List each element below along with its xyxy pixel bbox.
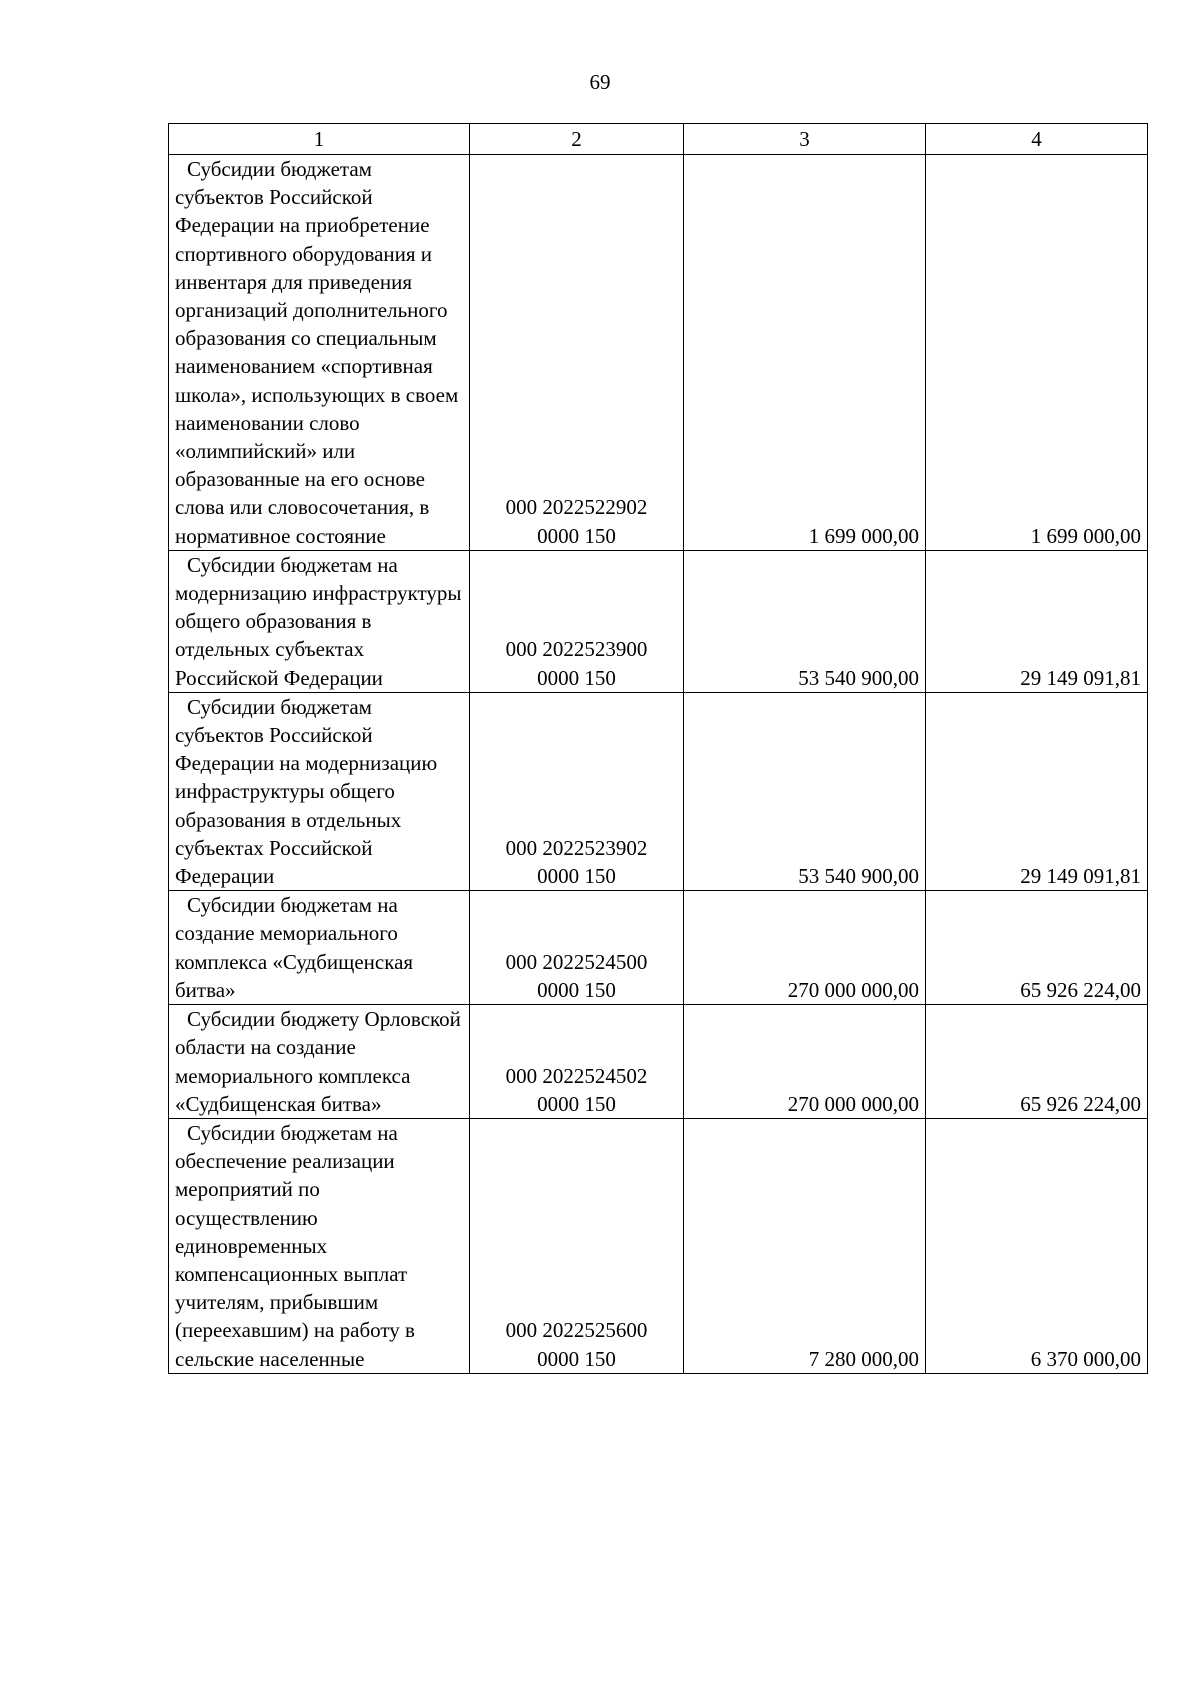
row-code-line1: 000 2022525600 [505, 1318, 648, 1343]
row-code-cell [470, 1118, 684, 1373]
row-plan: 7 280 000,00 [684, 1118, 926, 1373]
row-name: Субсидии бюджету Орловской области на создание мемориального комплекса «Судбищенская битва» [175, 1007, 461, 1116]
row-code-line1: 000 2022523902 [505, 835, 648, 860]
row-plan: 53 540 900,00 [684, 550, 926, 692]
row-code-line1: 000 2022524502 [505, 1063, 648, 1088]
row-name-cell [169, 1118, 470, 1373]
row-name: Субсидии бюджетам на создание мемориального комплекса «Судбищенская битва» [175, 893, 414, 1002]
row-code-line2: 0000 150 [537, 1346, 616, 1371]
row-code-cell [470, 155, 684, 551]
row-name: Субсидии бюджетам на модернизацию инфраструктуры общего образования в отдельных субъектах Российской Федерации [175, 552, 462, 690]
row-code-line1: 000 2022523900 [505, 637, 648, 662]
row-actual: 29 149 091,81 [926, 550, 1148, 692]
table-row [169, 550, 1148, 692]
table-row [169, 692, 1148, 890]
row-name-cell [169, 155, 470, 551]
row-actual: 6 370 000,00 [926, 1118, 1148, 1373]
row-name-cell [169, 891, 470, 1005]
row-code-cell [470, 1005, 684, 1119]
column-header-1: 1 [169, 124, 470, 155]
page-number: 69 [589, 70, 611, 94]
row-code-line2: 0000 150 [537, 523, 616, 548]
row-code-line2: 0000 150 [537, 1091, 616, 1116]
row-name: Субсидии бюджетам субъектов Российской Федерации на модернизацию инфраструктуры общего образования в отдельных субъектах Российской Федерации [175, 694, 438, 889]
table-row [169, 1118, 1148, 1373]
row-name: Субсидии бюджетам субъектов Российской Федерации на приобретение спортивного оборудования и инвентаря для приведения организаций дополнительного образования со специальным наименованием «спортивная школа», использующих в своем наименовании слово «олимпийский» или образованные на его основе слова или словосочетания, в нормативное состояние [175, 157, 459, 548]
row-code-line2: 0000 150 [537, 864, 616, 889]
row-plan: 270 000 000,00 [684, 1005, 926, 1119]
row-name-cell [169, 692, 470, 890]
row-actual: 65 926 224,00 [926, 891, 1148, 1005]
table-row [169, 155, 1148, 551]
table-row [169, 1005, 1148, 1119]
table-row [169, 891, 1148, 1005]
row-code-line2: 0000 150 [537, 977, 616, 1002]
row-code-cell [470, 891, 684, 1005]
row-code-cell [470, 550, 684, 692]
row-name-cell [169, 1005, 470, 1119]
row-plan: 53 540 900,00 [684, 692, 926, 890]
row-actual: 65 926 224,00 [926, 1005, 1148, 1119]
row-actual: 1 699 000,00 [926, 155, 1148, 551]
table-header-row [169, 124, 1148, 155]
budget-table [168, 123, 1148, 1374]
column-header-2: 2 [470, 124, 684, 155]
row-name: Субсидии бюджетам на обеспечение реализации мероприятий по осуществлению единовременных компенсационных выплат учителям, прибывшим (переехавшим) на работу в сельские населенные [175, 1120, 415, 1371]
row-code-cell [470, 692, 684, 890]
row-plan: 270 000 000,00 [684, 891, 926, 1005]
row-actual: 29 149 091,81 [926, 692, 1148, 890]
column-header-3: 3 [684, 124, 926, 155]
row-code-line1: 000 2022524500 [505, 949, 648, 974]
column-header-4: 4 [926, 124, 1148, 155]
row-name-cell [169, 550, 470, 692]
row-code-line2: 0000 150 [537, 665, 616, 690]
row-plan: 1 699 000,00 [684, 155, 926, 551]
row-code-line1: 000 2022522902 [505, 495, 648, 520]
